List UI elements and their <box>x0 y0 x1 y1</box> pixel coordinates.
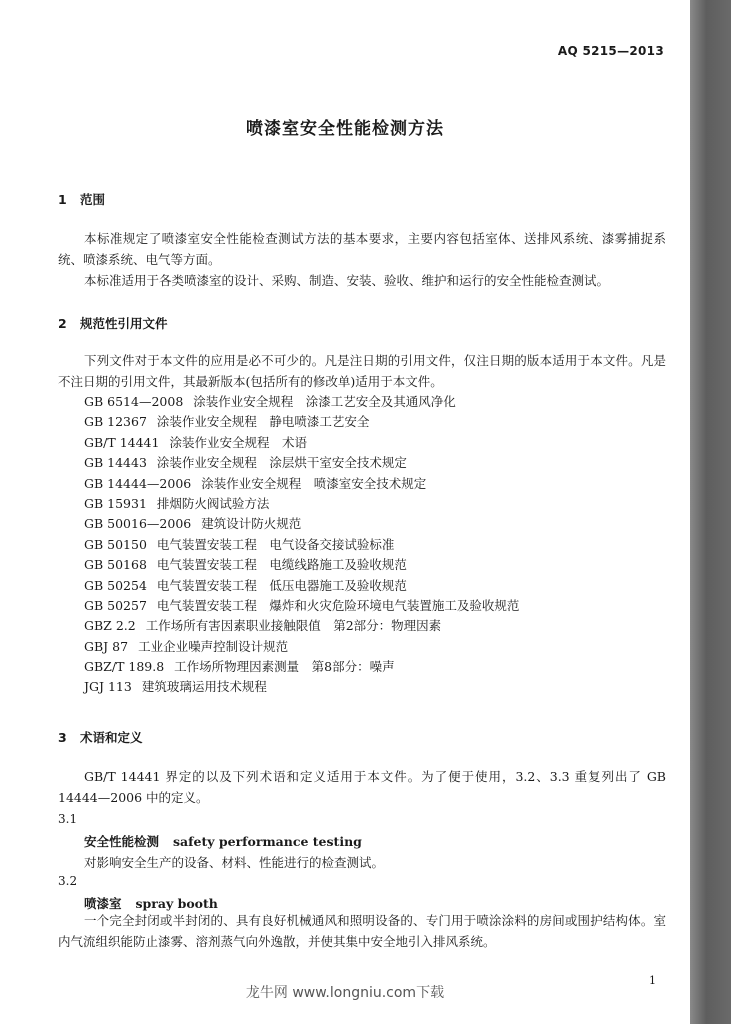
reference-code: GB 50168 <box>84 557 147 573</box>
reference-item <box>84 392 519 412</box>
reference-item <box>84 596 519 616</box>
section-number: 1 <box>58 192 67 207</box>
download-source-footer: 龙牛网 www.longniu.com下载 <box>245 985 445 1001</box>
reference-code: GB 50257 <box>84 597 147 613</box>
section-heading-terms-definitions <box>58 728 143 746</box>
reference-code: GBZ/T 189.8 <box>84 659 165 675</box>
section-title: 范围 <box>80 192 106 207</box>
term-en: safety performance testing <box>173 834 362 849</box>
reference-item <box>84 657 519 677</box>
term-zh: 喷漆室 <box>84 896 122 911</box>
reference-item <box>84 453 519 473</box>
terms-intro: GB/T 14441 界定的以及下列术语和定义适用于本文件。为了便于使用，3.2、3.3 重复列出了 GB 14444—2006 中的定义。 <box>58 769 666 805</box>
reference-title: 工作场所物理因素测量 第8部分：噪声 <box>174 659 395 675</box>
references-intro: 下列文件对于本文件的应用是必不可少的。凡是注日期的引用文件，仅注日期的版本适用于本文件。凡是不注日期的引用文件，其最新版本(包括所有的修改单)适用于本文件。 <box>58 353 666 389</box>
reference-item <box>84 555 519 575</box>
term-number: 3.1 <box>58 812 78 826</box>
reference-title: 涂装作业安全规程 涂漆工艺安全及其通风净化 <box>193 394 456 409</box>
reference-title: 电气装置安装工程 电缆线路施工及验收规范 <box>156 557 407 573</box>
section-heading-scope <box>58 190 105 208</box>
reference-code: GB 15931 <box>84 495 147 511</box>
scan-edge-band <box>690 0 731 1024</box>
standard-code: AQ 5215—2013 <box>557 44 664 58</box>
reference-title: 工作场所有害因素职业接触限值 第2部分：物理因素 <box>145 618 442 634</box>
scope-paragraph-2: 本标准适用于各类喷漆室的设计、采购、制造、安装、验收、维护和运行的安全性能检查测试。 <box>84 273 610 288</box>
reference-item <box>84 616 519 636</box>
page-title: 喷漆室安全性能检测方法 <box>246 119 444 139</box>
reference-title: 电气装置安装工程 爆炸和火灾危险环境电气装置施工及验收规范 <box>156 597 520 613</box>
reference-code: GB 14443 <box>84 455 147 471</box>
reference-item <box>84 514 519 534</box>
reference-title: 涂装作业安全规程 喷漆室安全技术规定 <box>201 475 427 491</box>
reference-code: GBJ 87 <box>84 638 129 654</box>
reference-title: 涂装作业安全规程 静电喷漆工艺安全 <box>156 414 370 430</box>
reference-item <box>84 433 519 453</box>
term-zh: 安全性能检测 <box>84 834 160 849</box>
reference-code: GB 50150 <box>84 536 147 552</box>
term-definition: 一个完全封闭或半封闭的、具有良好机械通风和照明设备的、专门用于喷涂涂料的房间或围护结构体。室内气流组织能防止漆雾、溶剂蒸气向外逸散，并使其集中安全地引入排风系统。 <box>58 913 666 949</box>
reference-code: GBZ 2.2 <box>84 618 136 634</box>
section-heading-normative-references <box>58 314 168 332</box>
term-definition: 对影响安全生产的设备、材料、性能进行的检查测试。 <box>84 855 385 870</box>
reference-code: GB 50016—2006 <box>84 516 192 532</box>
reference-code: GB 6514—2008 <box>84 394 184 409</box>
reference-code: JGJ 113 <box>84 679 132 695</box>
reference-item <box>84 535 519 555</box>
section-title: 术语和定义 <box>80 730 143 745</box>
reference-item <box>84 474 519 494</box>
reference-list <box>84 392 519 698</box>
reference-item <box>84 677 519 697</box>
reference-title: 涂装作业安全规程 术语 <box>169 434 307 450</box>
reference-title: 建筑设计防火规范 <box>201 516 302 532</box>
reference-title: 建筑玻璃运用技术规程 <box>141 679 267 695</box>
reference-code: GB/T 14441 <box>84 434 160 450</box>
reference-title: 电气装置安装工程 电气设备交接试验标准 <box>156 536 395 552</box>
term-number: 3.2 <box>58 874 78 888</box>
section-title: 规范性引用文件 <box>80 316 168 331</box>
reference-title: 电气装置安装工程 低压电器施工及验收规范 <box>156 577 407 593</box>
reference-title: 排烟防火阀试验方法 <box>156 495 270 511</box>
reference-title: 涂装作业安全规程 涂层烘干室安全技术规定 <box>156 455 407 471</box>
section-number: 2 <box>58 316 67 331</box>
section-number: 3 <box>58 730 67 745</box>
term-en: spray booth <box>135 896 218 911</box>
reference-item <box>84 576 519 596</box>
scope-paragraph-1: 本标准规定了喷漆室安全性能检查测试方法的基本要求，主要内容包括室体、送排风系统、漆雾捕捉系统、喷漆系统、电气等方面。 <box>58 231 666 267</box>
reference-item <box>84 494 519 514</box>
reference-title: 工业企业噪声控制设计规范 <box>138 638 289 654</box>
reference-item <box>84 412 519 432</box>
reference-code: GB 50254 <box>84 577 147 593</box>
page-number: 1 <box>649 974 656 987</box>
reference-code: GB 12367 <box>84 414 147 430</box>
term-heading <box>84 832 362 850</box>
reference-item <box>84 637 519 657</box>
reference-code: GB 14444—2006 <box>84 475 192 491</box>
